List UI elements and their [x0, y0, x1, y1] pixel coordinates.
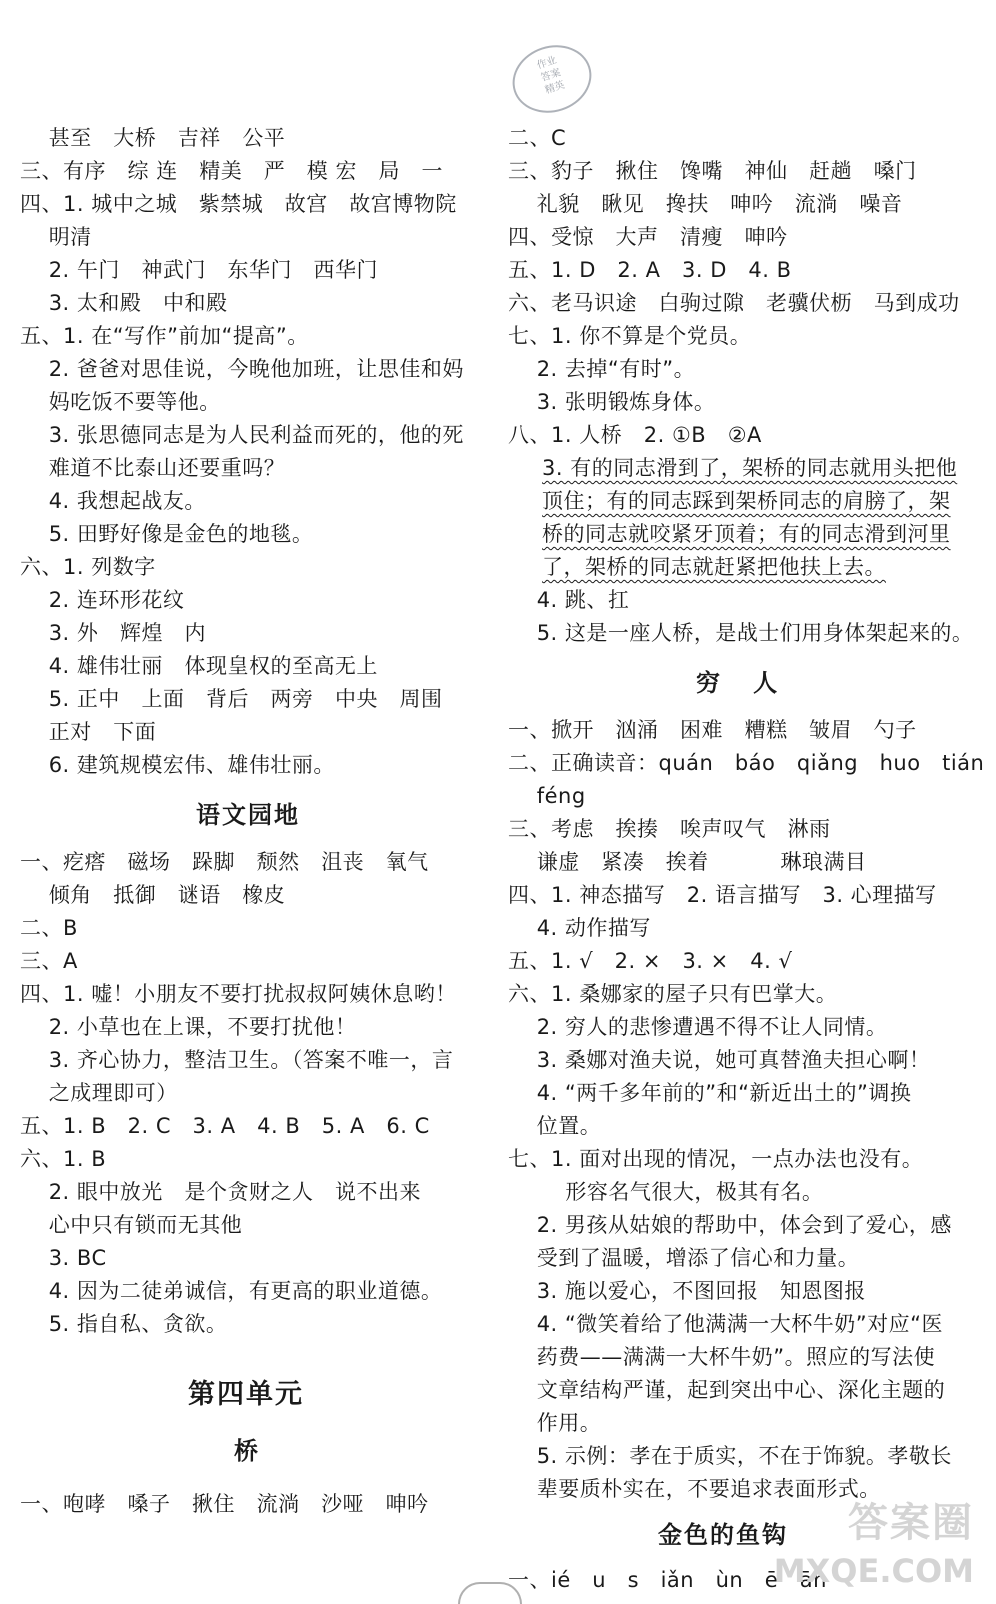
- section-heading: 语文园地: [196, 801, 300, 829]
- answer-line: 六、1. 桑娜家的屋子只有巴掌大。: [508, 982, 838, 1006]
- answer-line: 3. 施以爱心，不图回报 知恩图报: [508, 1279, 866, 1303]
- answer-line: 一、疙瘩 磁场 跺脚 颓然 沮丧 氧气: [20, 850, 429, 874]
- answer-line: 三、豹子 揪住 馋嘴 神仙 赶趟 嗓门: [508, 159, 917, 183]
- answer-line: 6. 建筑规模宏伟、雄伟壮丽。: [20, 753, 335, 777]
- answer-line: 四、受惊 大声 清瘦 呻吟: [508, 225, 788, 249]
- answer-line: 之成理即可）: [20, 1081, 178, 1105]
- answer-line: 4. 我想起战友。: [20, 489, 206, 513]
- answer-line: 2. 穷人的悲惨遭遇不得不让人同情。: [508, 1015, 888, 1039]
- answer-line: 七、1. 你不算是个党员。: [508, 324, 752, 348]
- answer-line: 2. 爸爸对思佳说，今晚他加班，让思佳和妈: [20, 357, 464, 381]
- answer-line: 一、掀开 汹涌 困难 糟糕 皱眉 勺子: [508, 718, 917, 742]
- answer-line: 三、有序 综 连 精美 严 模 宏 局 一: [20, 159, 444, 183]
- answer-line: 5. 正中 上面 背后 两旁 中央 周围: [20, 687, 443, 711]
- answer-line: 二、B: [20, 916, 78, 940]
- stamp-text-3: 精英: [543, 79, 567, 97]
- answer-line: 正对 下面: [20, 720, 157, 744]
- answer-line: 五、1. D 2. A 3. D 4. B: [508, 258, 792, 282]
- underlined-answer-line: 顶住；有的同志踩到架桥同志的肩膀了，架: [542, 489, 951, 513]
- answer-line: 3. 张明锻炼身体。: [508, 390, 716, 414]
- watermark-url: MXQE.COM: [773, 1552, 974, 1590]
- watermark-logo: 答案圈: [848, 1500, 974, 1546]
- stamp-text-1: 作业: [535, 54, 559, 72]
- answer-line: 四、1. 神态描写 2. 语言描写 3. 心理描写: [508, 883, 937, 907]
- answer-line: 3. 齐心协力，整洁卫生。（答案不唯一，言: [20, 1048, 454, 1072]
- answer-line: 倾角 抵御 谜语 橡皮: [20, 883, 286, 907]
- answer-line: 4. “两千多年前的”和“新近出土的”调换: [508, 1081, 912, 1105]
- answer-line: 4. 雄伟壮丽 体现皇权的至高无上: [20, 654, 378, 678]
- answer-line: 5. 这是一座人桥，是战士们用身体架起来的。: [508, 621, 974, 645]
- section-heading: 桥: [234, 1437, 260, 1465]
- answer-line: 甚至 大桥 吉祥 公平: [20, 126, 286, 150]
- answer-line: 4. “微笑着给了他满满一大杯牛奶”对应“医: [508, 1312, 944, 1336]
- underlined-answer-line: 3. 有的同志滑到了，架桥的同志就用头把他: [542, 456, 958, 480]
- answer-line: 5. 田野好像是金色的地毯。: [20, 522, 314, 546]
- answer-line: 受到了温暖，增添了信心和力量。: [508, 1246, 860, 1270]
- page-number-badge: [458, 1582, 522, 1604]
- answer-line: 4. 因为二徒弟诚信，有更高的职业道德。: [20, 1279, 443, 1303]
- answer-line: féng: [508, 784, 586, 808]
- underlined-answer-line: 桥的同志就咬紧牙顶着；有的同志滑到河里: [542, 522, 951, 546]
- section-heading: 穷 人: [696, 669, 780, 697]
- answer-line: 明清: [20, 225, 92, 249]
- answer-line: 5. 示例：孝在于质实，不在于饰貌。孝敬长: [508, 1444, 952, 1468]
- answer-line: 一、ié u s iǎn ùn ē ān: [508, 1568, 827, 1592]
- section-heading: 金色的鱼钩: [658, 1521, 788, 1549]
- answer-line: 作用。: [508, 1411, 602, 1435]
- circular-stamp: [504, 35, 600, 122]
- answer-line: 妈吃饭不要等他。: [20, 390, 221, 414]
- answer-line: 3. 桑娜对渔夫说，她可真替渔夫担心啊！: [508, 1048, 931, 1072]
- answer-line: 2. 眼中放光 是个贪财之人 说不出来: [20, 1180, 421, 1204]
- underlined-answer-line: 了，架桥的同志就赶紧把他扶上去。: [542, 555, 886, 579]
- answer-line: 四、1. 城中之城 紫禁城 故宫 故宫博物院: [20, 192, 457, 216]
- answer-line: 二、正确读音：quán báo qiǎng huo tián: [508, 751, 985, 775]
- answer-line: 六、老马识途 白驹过隙 老骥伏枥 马到成功: [508, 291, 960, 315]
- answer-line: 五、1. B 2. C 3. A 4. B 5. A 6. C: [20, 1114, 430, 1138]
- answer-line: 谦虚 紧凑 挨着 琳琅满目: [508, 850, 867, 874]
- answer-line: 文章结构严谨，起到突出中心、深化主题的: [508, 1378, 946, 1402]
- answer-line: 3. 太和殿 中和殿: [20, 291, 228, 315]
- answer-line: 3. 张思德同志是为人民利益而死的，他的死: [20, 423, 464, 447]
- answer-line: 一、咆哮 嗓子 揪住 流淌 沙哑 呻吟: [20, 1492, 429, 1516]
- answer-line: 四、1. 嘘！小朋友不要打扰叔叔阿姨休息哟！: [20, 982, 457, 1006]
- answer-line: 礼貌 瞅见 搀扶 呻吟 流淌 噪音: [508, 192, 903, 216]
- answer-line: 七、1. 面对出现的情况，一点办法也没有。: [508, 1147, 924, 1171]
- answer-line: 五、1. 在“写作”前加“提高”。: [20, 324, 309, 348]
- answer-line: 2. 男孩从姑娘的帮助中，体会到了爱心，感: [508, 1213, 952, 1237]
- answer-line: 2. 小草也在上课，不要打扰他！: [20, 1015, 357, 1039]
- answer-line: 三、考虑 挨揍 唉声叹气 淋雨: [508, 817, 831, 841]
- answer-line: 六、1. B: [20, 1147, 107, 1171]
- answer-line: 2. 连环形花纹: [20, 588, 185, 612]
- answer-line: 3. BC: [20, 1246, 107, 1270]
- answer-line: 心中只有锁而无其他: [20, 1213, 243, 1237]
- answer-line: 二、C: [508, 126, 567, 150]
- answer-line: 位置。: [508, 1114, 602, 1138]
- answer-line: 形容名气很大，极其有名。: [508, 1180, 824, 1204]
- answer-line: 八、1. 人桥 2. ①B ②A: [508, 423, 762, 447]
- answer-line: 三、A: [20, 949, 78, 973]
- answer-line: 2. 午门 神武门 东华门 西华门: [20, 258, 378, 282]
- answer-line: 难道不比泰山还要重吗？: [20, 456, 286, 480]
- answer-line: 5. 指自私、贪欲。: [20, 1312, 228, 1336]
- answer-line: 辈要质朴实在，不要追求表面形式。: [508, 1477, 881, 1501]
- stamp-text-2: 答案: [539, 67, 563, 84]
- answer-line: 五、1. √ 2. × 3. × 4. √: [508, 949, 793, 973]
- answer-line: 2. 去掉“有时”。: [508, 357, 696, 381]
- answer-line: 4. 跳、扛: [508, 588, 630, 612]
- answer-line: 3. 外 辉煌 内: [20, 621, 206, 645]
- answer-line: 药费——满满一大杯牛奶”。照应的写法使: [508, 1345, 936, 1369]
- answer-line: 六、1. 列数字: [20, 555, 156, 579]
- unit-heading: 第四单元: [188, 1379, 304, 1410]
- answer-line: 4. 动作描写: [508, 916, 651, 940]
